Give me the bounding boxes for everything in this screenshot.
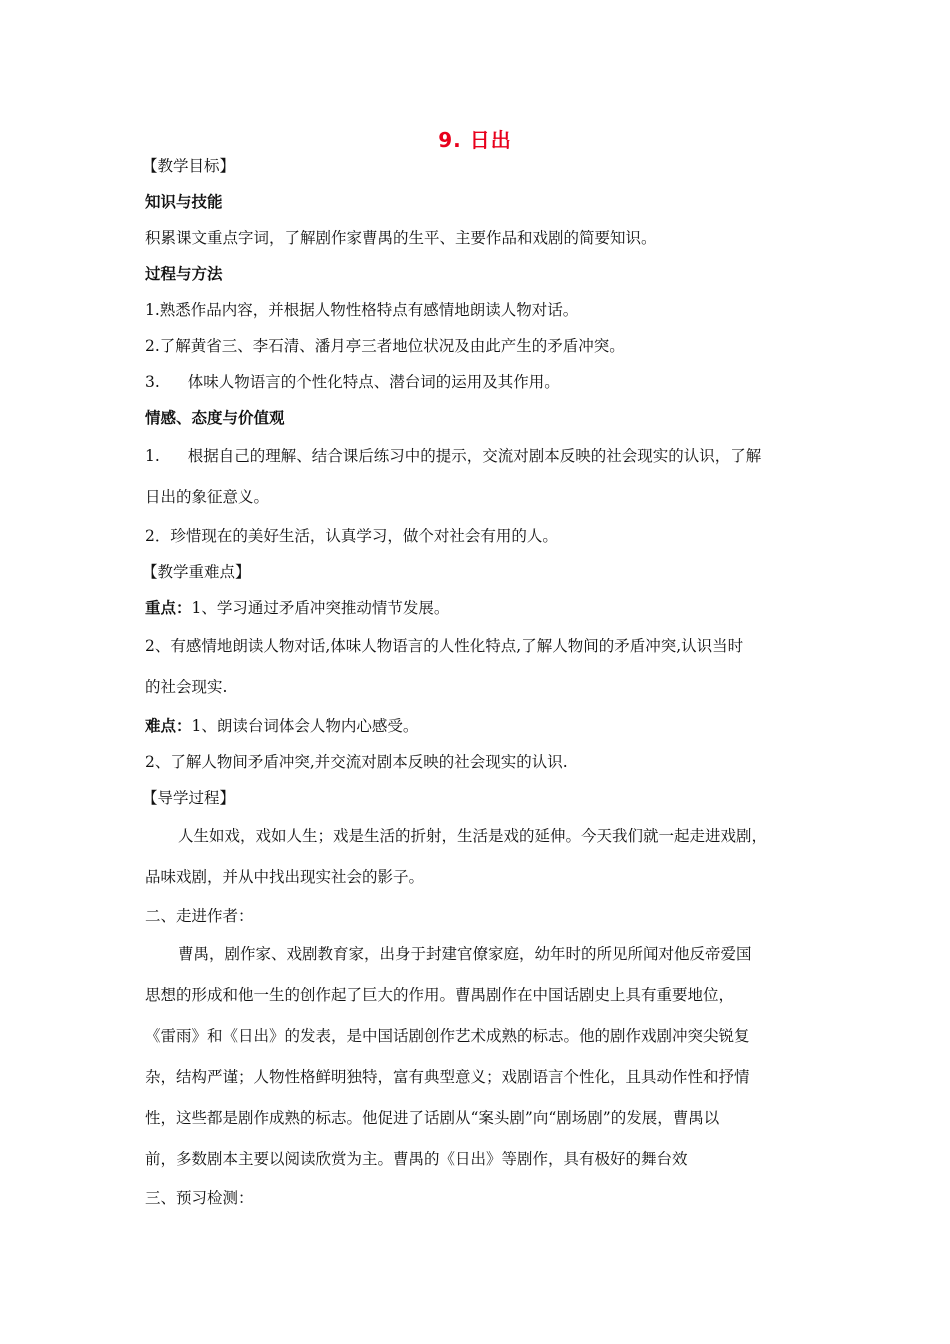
paragraph-knowledge: 积累课文重点字词，了解剧作家曹禺的生平、主要作品和戏剧的简要知识。 bbox=[145, 229, 657, 247]
list-item-process-2: 2.了解黄省三、李石清、潘月亭三者地位状况及由此产生的矛盾冲突。 bbox=[145, 337, 625, 355]
author-paragraph-line-3: 《雷雨》和《日出》的发表，是中国话剧创作艺术成熟的标志。他的剧作戏剧冲突尖锐复 bbox=[145, 1027, 750, 1045]
hard-label: 难点： bbox=[145, 717, 192, 735]
author-paragraph-line-2: 思想的形成和他一生的创作起了巨大的作用。曹禺剧作在中国话剧史上具有重要地位， bbox=[145, 986, 735, 1004]
list-item-emotion-1-continued: 日出的象征意义。 bbox=[145, 488, 270, 506]
author-paragraph-line-6: 前，多数剧本主要以阅读欣赏为主。曹禺的《日出》等剧作，具有极好的舞台效 bbox=[145, 1150, 688, 1168]
list-text: 体味人物语言的个性化特点、潜台词的运用及其作用。 bbox=[187, 373, 560, 391]
list-number: 3. bbox=[145, 373, 160, 391]
key-point-1 bbox=[145, 590, 815, 626]
document-body bbox=[142, 148, 815, 1216]
author-paragraph-line-4: 杂，结构严谨；人物性格鲜明独特，富有典型意义；戏剧语言个性化，且具动作性和抒情 bbox=[145, 1068, 750, 1086]
hard-point-1 bbox=[145, 708, 815, 744]
author-paragraph-line-1: 曹禺，剧作家、戏剧教育家，出身于封建官僚家庭，幼年时的所见所闻对他反帝爱国 bbox=[178, 945, 752, 963]
subheading-knowledge: 知识与技能 bbox=[145, 193, 223, 211]
hard-text: 1、朗读台词体会人物内心感受。 bbox=[191, 717, 419, 735]
subheading-emotion: 情感、态度与价值观 bbox=[145, 409, 285, 427]
list-item-process-3 bbox=[145, 364, 815, 400]
document-title: 9. 日出 bbox=[438, 128, 512, 152]
list-item-emotion-2: 2．珍惜现在的美好生活，认真学习，做个对社会有用的人。 bbox=[145, 527, 558, 545]
section-heading-goals: 【教学目标】 bbox=[142, 157, 236, 175]
section-heading-preview: 三、预习检测： bbox=[145, 1189, 254, 1207]
key-label: 重点： bbox=[145, 599, 192, 617]
section-heading-author: 二、走进作者： bbox=[145, 907, 254, 925]
list-text: 根据自己的理解、结合课后练习中的提示，交流对剧本反映的社会现实的认识，了解 bbox=[187, 447, 762, 465]
intro-paragraph-line-2: 品味戏剧，并从中找出现实社会的影子。 bbox=[145, 868, 425, 886]
key-point-2-continued: 的社会现实. bbox=[145, 678, 228, 696]
key-text: 1、学习通过矛盾冲突推动情节发展。 bbox=[191, 599, 450, 617]
section-heading-guide: 【导学过程】 bbox=[142, 789, 236, 807]
hard-point-2: 2、了解人物间矛盾冲突,并交流对剧本反映的社会现实的认识. bbox=[145, 753, 568, 771]
list-number: 1. bbox=[145, 447, 160, 465]
list-item-emotion-1 bbox=[145, 436, 815, 477]
intro-paragraph-line-1: 人生如戏，戏如人生；戏是生活的折射，生活是戏的延伸。今天我们就一起走进戏剧， bbox=[178, 827, 768, 845]
key-point-2: 2、有感情地朗读人物对话,体味人物语言的人性化特点,了解人物间的矛盾冲突,认识当时 bbox=[145, 637, 744, 655]
list-item-process-1: 1.熟悉作品内容，并根据人物性格特点有感情地朗读人物对话。 bbox=[145, 301, 579, 319]
author-paragraph-line-5: 性，这些都是剧作成熟的标志。他促进了话剧从“案头剧”向“剧场剧”的发展，曹禺以 bbox=[145, 1109, 720, 1127]
section-heading-difficulty: 【教学重难点】 bbox=[142, 563, 251, 581]
subheading-process: 过程与方法 bbox=[145, 265, 223, 283]
